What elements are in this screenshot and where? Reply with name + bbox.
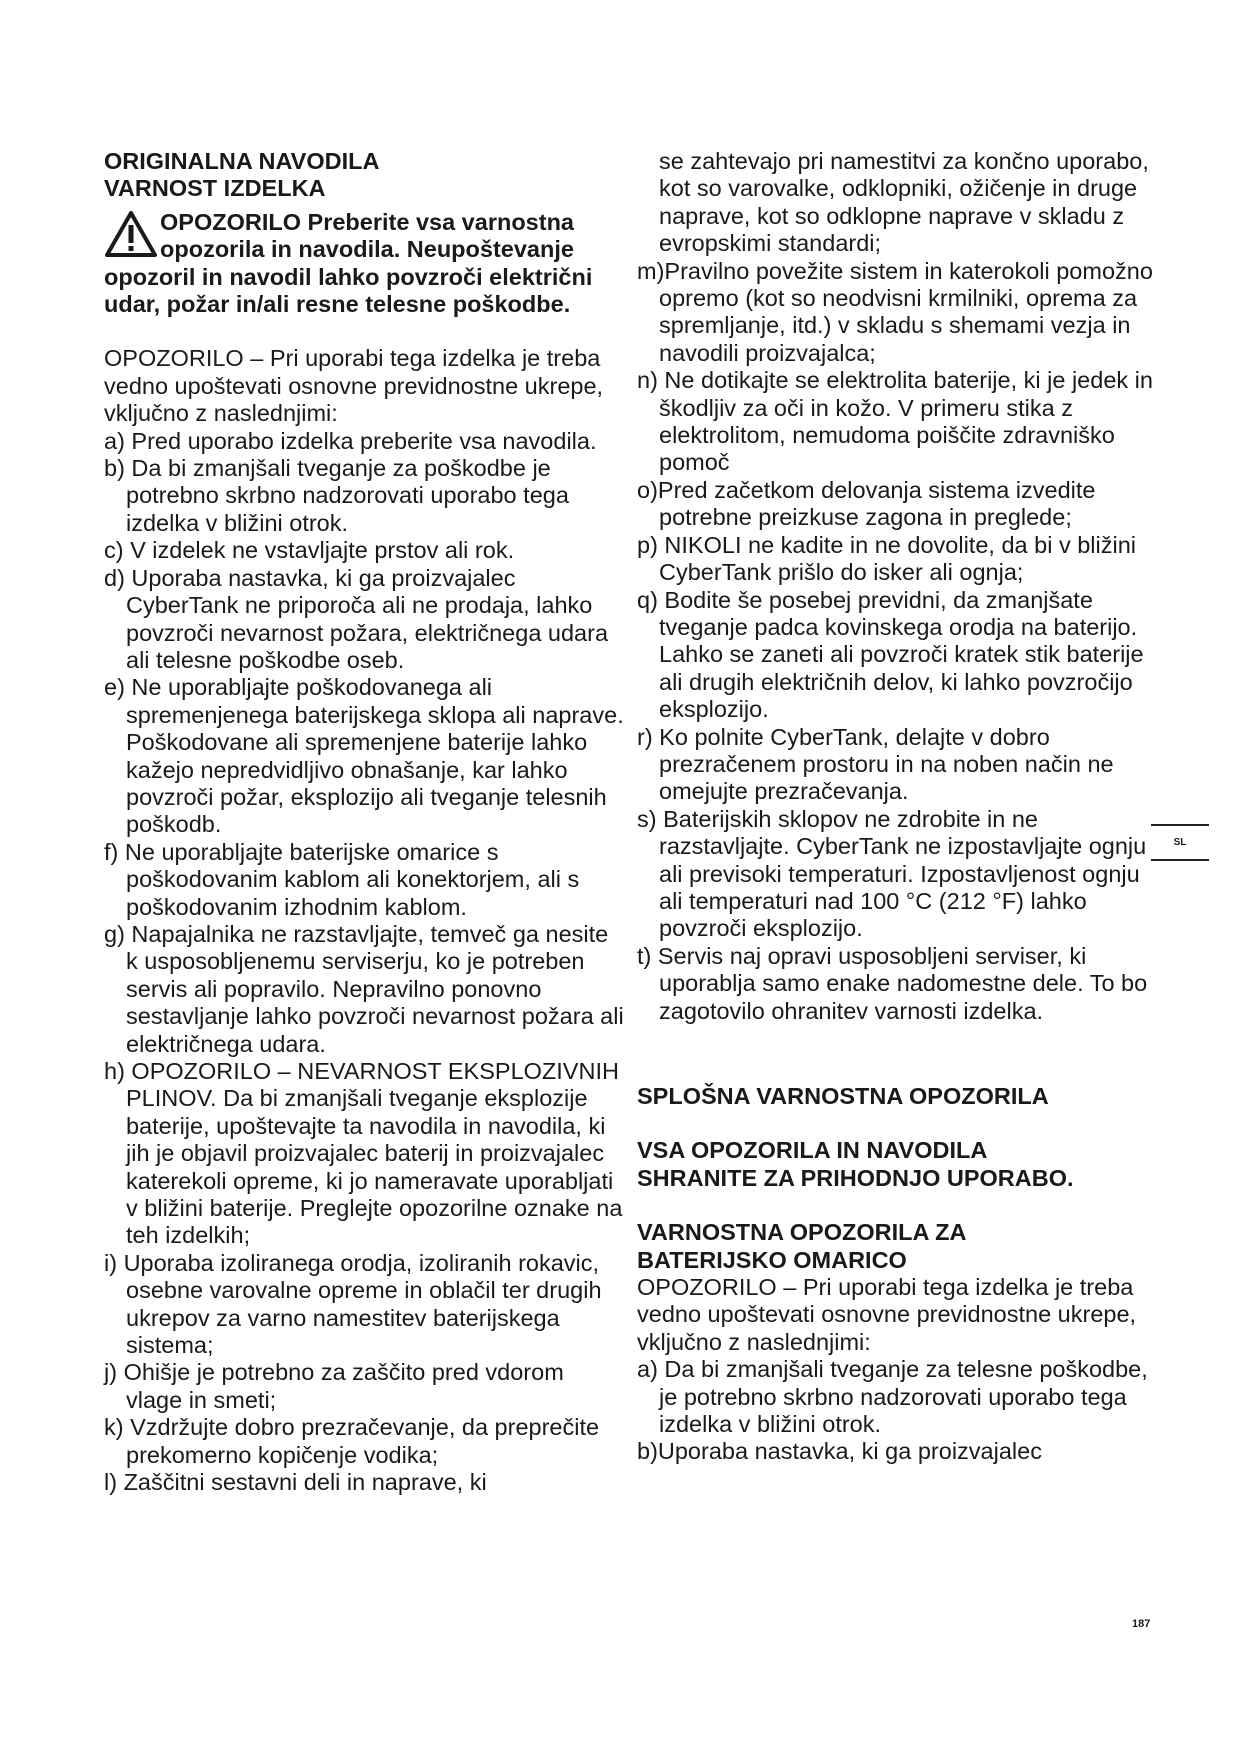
- list-item-l: l) Zaščitni sestavni deli in naprave, ki: [104, 1469, 487, 1496]
- heading-battery-line2: BATERIJSKO OMARICO: [637, 1246, 907, 1273]
- warning-triangle-icon: [104, 209, 158, 259]
- page-number: 187: [1132, 1618, 1151, 1630]
- list-item-e: e) Ne uporabljajte poškodovanega ali spremenjenega baterijskega sklopa ali naprave. Poškodovane ali spremenjene baterije lahko kažejo nepredvidljivo obnašanje, kar lahko povzroči požar, eksplozijo ali tveganje telesnih poškodb.: [104, 674, 624, 838]
- heading-original-instructions: ORIGINALNA NAVODILA: [104, 148, 380, 174]
- right-column: [637, 148, 1157, 1466]
- list-item-d: d) Uporaba nastavka, ki ga proizvajalec CyberTank ne priporoča ali ne prodaja, lahko povzroči nevarnost požara, električnega udara ali telesne poškodbe oseb.: [104, 564, 609, 673]
- list-item-s: s) Baterijskih sklopov ne zdrobite in ne razstavljajte. CyberTank ne izpostavljajte ognju ali previsoki temperaturi. Izpostavljenost ognju ali temperaturi nad 100 °C (212 °F) lahko povzroči eksplozijo.: [637, 805, 1147, 942]
- list-item-k: k) Vzdržujte dobro prezračevanje, da preprečite prekomerno kopičenje vodika;: [104, 1414, 600, 1468]
- list-item-h: h) OPOZORILO – NEVARNOST EKSPLOZIVNIH PLINOV. Da bi zmanjšali tveganje eksplozije baterije, upoštevajte ta navodila in navodila, ki jih je objavil proizvajalec baterij in proizvajalec katerekoli opreme, ki jo nameravate uporabljati v bližini baterije. Preglejte opozorilne oznake na teh izdelkih;: [104, 1058, 623, 1249]
- heading-battery-line1: VARNOSTNA OPOZORILA ZA: [637, 1219, 967, 1246]
- list-item-f: f) Ne uporabljajte baterijske omarice s poškodovanim kablom ali konektorjem, ali s poškodovanim izhodnim kablom.: [104, 838, 580, 920]
- list-item-o: o)Pred začetkom delovanja sistema izvedite potrebne preizkuse zagona in preglede;: [637, 476, 1096, 531]
- list2-item-a: a) Da bi zmanjšali tveganje za telesne poškodbe, je potrebno skrbno nadzorovati uporabo tega izdelka v bližini otrok.: [637, 1356, 1148, 1438]
- language-tab: [1151, 824, 1209, 861]
- list-item-b: b) Da bi zmanjšali tveganje za poškodbe je potrebno skrbno nadzorovati uporabo tega izdelka v bližini otrok.: [104, 455, 569, 536]
- right-intro: OPOZORILO – Pri uporabi tega izdelka je treba vedno upoštevati osnovne previdnostne ukrepe, vključno z naslednjimi:: [637, 1274, 1137, 1355]
- list-item-p: p) NIKOLI ne kadite in ne dovolite, da bi v bližini CyberTank prišlo do isker ali ognja;: [637, 531, 1136, 586]
- list-item-q: q) Bodite še posebej previdni, da zmanjšate tveganje padca kovinskega orodja na baterijo. Lahko se zaneti ali povzroči kratek stik baterije ali drugih električnih delov, ki lahko povzročijo eksplozijo.: [637, 586, 1144, 723]
- list-item-c: c) V izdelek ne vstavljajte prstov ali rok.: [104, 537, 515, 564]
- list-item-t: t) Servis naj opravi usposobljeni serviser, ki uporablja samo enake nadomestne dele. To bo zagotovilo ohranitev varnosti izdelka.: [637, 942, 1148, 1024]
- list-item-r: r) Ko polnite CyberTank, delajte v dobro prezračenem prostoru in na noben način ne omejujte prezračevanja.: [637, 723, 1114, 805]
- heading-general-safety: SPLOŠNA VARNOSTNA OPOZORILA: [637, 1083, 1049, 1109]
- list-item-a: a) Pred uporabo izdelka preberite vsa navodila.: [104, 427, 597, 454]
- list-item-m: m)Pravilno povežite sistem in katerokoli pomožno opremo (kot so neodvisni krmilniki, oprema za spremljanje, itd.) v skladu s shemami vezja in navodili proizvajalca;: [637, 257, 1153, 366]
- language-tab-label: SL: [1173, 837, 1187, 848]
- heading-product-safety: VARNOST IZDELKA: [104, 175, 326, 202]
- list2-item-b: b)Uporaba nastavka, ki ga proizvajalec: [637, 1438, 1042, 1465]
- warning-text: OPOZORILO Preberite vsa varnostna opozorila in navodila. Neupoštevanje opozoril in navodil lahko povzroči električni udar, požar in/ali resne telesne poškodbe.: [104, 208, 593, 318]
- list-item-n: n) Ne dotikajte se elektrolita baterije, ki je jedek in škodljiv za oči in kožo. V primeru stika z elektrolitom, nemudoma poiščite zdravniško pomoč: [637, 367, 1153, 476]
- warning-block: [104, 209, 624, 319]
- list-item-i: i) Uporaba izoliranega orodja, izoliranih rokavic, osebne varovalne opreme in oblačil ter drugih ukrepov za varno namestitev baterijskega sistema;: [104, 1249, 602, 1359]
- heading-keep-line1: VSA OPOZORILA IN NAVODILA: [637, 1137, 988, 1164]
- list-item-g: g) Napajalnika ne razstavljajte, temveč ga nesite k usposobljenemu serviserju, ko je potreben servis ali popravilo. Nepravilno ponovno sestavljanje lahko povzroči nevarnost požara ali električnega udara.: [104, 920, 624, 1057]
- left-intro: OPOZORILO – Pri uporabi tega izdelka je treba vedno upoštevati osnovne previdnostne ukrepe, vključno z naslednjimi:: [104, 345, 604, 427]
- list-item-j: j) Ohišje je potrebno za zaščito pred vdorom vlage in smeti;: [104, 1359, 564, 1413]
- heading-keep-line2: SHRANITE ZA PRIHODNJO UPORABO.: [637, 1164, 1074, 1191]
- list-item-l-continuation: se zahtevajo pri namestitvi za končno uporabo, kot so varovalke, odklopniki, ožičenje in druge naprave, kot so odklopne naprave v skladu z evropskimi standardi;: [659, 148, 1149, 257]
- left-column: [104, 148, 624, 1497]
